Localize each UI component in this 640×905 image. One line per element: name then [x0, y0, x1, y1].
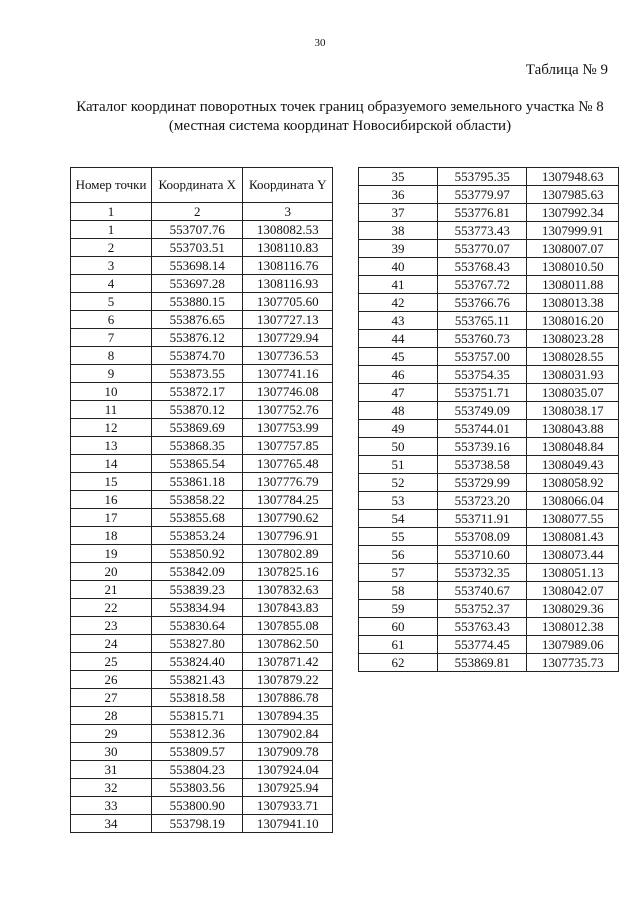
coordinate-x-cell: 553803.56	[152, 779, 243, 797]
coordinate-y-cell: 1307757.85	[243, 437, 333, 455]
table-row	[71, 779, 333, 797]
point-number-cell: 43	[359, 312, 438, 330]
table-row	[71, 797, 333, 815]
coordinate-x-cell: 553850.92	[152, 545, 243, 563]
coordinate-y-cell: 1307989.06	[527, 636, 619, 654]
coordinate-x-cell: 553868.35	[152, 437, 243, 455]
point-number-cell: 13	[71, 437, 152, 455]
table-row	[71, 257, 333, 275]
point-number-cell: 2	[71, 239, 152, 257]
point-number-cell: 57	[359, 564, 438, 582]
coordinate-x-cell: 553740.67	[437, 582, 526, 600]
table-row	[359, 276, 619, 294]
coordinate-y-cell: 1307825.16	[243, 563, 333, 581]
point-number-cell: 45	[359, 348, 438, 366]
column-index-row	[71, 203, 333, 221]
coordinate-y-cell: 1308028.55	[527, 348, 619, 366]
table-row	[71, 635, 333, 653]
point-number-cell: 21	[71, 581, 152, 599]
coordinate-y-cell: 1308048.84	[527, 438, 619, 456]
coordinate-y-cell: 1307790.62	[243, 509, 333, 527]
coordinate-y-cell: 1308081.43	[527, 528, 619, 546]
point-number-cell: 55	[359, 528, 438, 546]
point-number-cell: 5	[71, 293, 152, 311]
table-row	[359, 456, 619, 474]
point-number-cell: 6	[71, 311, 152, 329]
table-row	[71, 815, 333, 833]
coordinate-y-cell: 1308116.76	[243, 257, 333, 275]
point-number-cell: 11	[71, 401, 152, 419]
coordinate-x-cell: 553858.22	[152, 491, 243, 509]
coordinate-x-cell: 553710.60	[437, 546, 526, 564]
coordinate-y-cell: 1308031.93	[527, 366, 619, 384]
coordinate-x-cell: 553861.18	[152, 473, 243, 491]
coordinate-y-cell: 1307992.34	[527, 204, 619, 222]
coordinate-y-cell: 1307871.42	[243, 653, 333, 671]
point-number-cell: 52	[359, 474, 438, 492]
coordinate-x-cell: 553839.23	[152, 581, 243, 599]
coordinate-x-cell: 553869.81	[437, 654, 526, 672]
coordinate-x-cell: 553869.69	[152, 419, 243, 437]
coordinate-y-cell: 1307746.08	[243, 383, 333, 401]
coordinate-x-cell: 553729.99	[437, 474, 526, 492]
coordinate-x-cell: 553824.40	[152, 653, 243, 671]
coordinate-x-cell: 553815.71	[152, 707, 243, 725]
column-index-cell: 3	[243, 203, 333, 221]
coordinate-y-cell: 1307948.63	[527, 168, 619, 186]
coordinate-x-cell: 553774.45	[437, 636, 526, 654]
table-row	[359, 510, 619, 528]
coordinate-x-cell: 553703.51	[152, 239, 243, 257]
point-number-cell: 34	[71, 815, 152, 833]
coordinate-x-cell: 553773.43	[437, 222, 526, 240]
coordinate-y-cell: 1307727.13	[243, 311, 333, 329]
coordinate-x-cell: 553763.43	[437, 618, 526, 636]
table-row	[71, 509, 333, 527]
point-number-cell: 40	[359, 258, 438, 276]
table-row	[359, 474, 619, 492]
point-number-cell: 10	[71, 383, 152, 401]
coordinate-x-cell: 553842.09	[152, 563, 243, 581]
point-number-cell: 54	[359, 510, 438, 528]
coordinate-x-cell: 553698.14	[152, 257, 243, 275]
coordinate-y-cell: 1307784.25	[243, 491, 333, 509]
coordinate-y-cell: 1307729.94	[243, 329, 333, 347]
coordinate-x-cell: 553865.54	[152, 455, 243, 473]
point-number-cell: 48	[359, 402, 438, 420]
coordinate-x-cell: 553770.07	[437, 240, 526, 258]
coordinate-y-cell: 1307909.78	[243, 743, 333, 761]
point-number-cell: 31	[71, 761, 152, 779]
coordinate-x-cell: 553834.94	[152, 599, 243, 617]
point-number-cell: 38	[359, 222, 438, 240]
point-number-cell: 47	[359, 384, 438, 402]
point-number-cell: 56	[359, 546, 438, 564]
table-row	[71, 437, 333, 455]
coordinate-x-cell: 553872.17	[152, 383, 243, 401]
coordinate-y-cell: 1307765.48	[243, 455, 333, 473]
table-row	[359, 330, 619, 348]
table-row	[71, 671, 333, 689]
coordinate-y-cell: 1307736.53	[243, 347, 333, 365]
coordinate-x-cell: 553766.76	[437, 294, 526, 312]
coordinate-x-cell: 553804.23	[152, 761, 243, 779]
table-row	[71, 311, 333, 329]
table-row	[359, 294, 619, 312]
coordinate-x-cell: 553812.36	[152, 725, 243, 743]
title-line-2: (местная система координат Новосибирской области)	[168, 118, 512, 134]
point-number-cell: 23	[71, 617, 152, 635]
coordinate-x-cell: 553768.43	[437, 258, 526, 276]
title-line-1: Каталог координат поворотных точек границ образуемого земельного участка № 8	[76, 99, 604, 115]
point-number-cell: 30	[71, 743, 152, 761]
point-number-cell: 14	[71, 455, 152, 473]
table-row	[71, 221, 333, 239]
point-number-cell: 53	[359, 492, 438, 510]
table-row	[71, 239, 333, 257]
coordinate-y-cell: 1308077.55	[527, 510, 619, 528]
table-row	[71, 419, 333, 437]
coordinate-y-cell: 1307886.78	[243, 689, 333, 707]
point-number-cell: 4	[71, 275, 152, 293]
coordinate-x-cell: 553818.58	[152, 689, 243, 707]
table-row	[71, 761, 333, 779]
table-row	[359, 618, 619, 636]
header-coordinate-y: Координата Y	[243, 168, 333, 203]
coordinate-x-cell: 553711.91	[437, 510, 526, 528]
coordinate-x-cell: 553800.90	[152, 797, 243, 815]
coordinate-x-cell: 553779.97	[437, 186, 526, 204]
table-row	[71, 401, 333, 419]
coordinate-y-cell: 1307879.22	[243, 671, 333, 689]
table-row	[71, 365, 333, 383]
point-number-cell: 18	[71, 527, 152, 545]
coordinate-y-cell: 1308049.43	[527, 456, 619, 474]
coordinate-y-cell: 1307735.73	[527, 654, 619, 672]
coordinate-x-cell: 553738.58	[437, 456, 526, 474]
coordinate-x-cell: 553765.11	[437, 312, 526, 330]
table-row	[359, 438, 619, 456]
coordinate-y-cell: 1308035.07	[527, 384, 619, 402]
table-row	[71, 275, 333, 293]
coordinate-y-cell: 1308023.28	[527, 330, 619, 348]
coordinate-y-cell: 1308012.38	[527, 618, 619, 636]
coordinate-y-cell: 1308058.92	[527, 474, 619, 492]
table-row	[359, 600, 619, 618]
coordinate-y-cell: 1307924.04	[243, 761, 333, 779]
coordinate-y-cell: 1307933.71	[243, 797, 333, 815]
table-row	[359, 312, 619, 330]
coordinate-y-cell: 1308110.83	[243, 239, 333, 257]
point-number-cell: 27	[71, 689, 152, 707]
coordinate-y-cell: 1308043.88	[527, 420, 619, 438]
point-number-cell: 22	[71, 599, 152, 617]
coordinate-x-cell: 553855.68	[152, 509, 243, 527]
coordinate-x-cell: 553767.72	[437, 276, 526, 294]
column-index-cell: 2	[152, 203, 243, 221]
table-row	[71, 527, 333, 545]
coordinate-x-cell: 553708.09	[437, 528, 526, 546]
coordinate-y-cell: 1307752.76	[243, 401, 333, 419]
coordinate-x-cell: 553776.81	[437, 204, 526, 222]
table-row	[359, 168, 619, 186]
coordinate-x-cell: 553754.35	[437, 366, 526, 384]
table-row	[71, 689, 333, 707]
coordinate-x-cell: 553732.35	[437, 564, 526, 582]
coordinate-y-cell: 1307741.16	[243, 365, 333, 383]
point-number-cell: 20	[71, 563, 152, 581]
table-row	[359, 384, 619, 402]
table-row	[71, 329, 333, 347]
coordinate-y-cell: 1307902.84	[243, 725, 333, 743]
coordinate-x-cell: 553873.55	[152, 365, 243, 383]
point-number-cell: 50	[359, 438, 438, 456]
table-row	[71, 293, 333, 311]
coordinate-x-cell: 553751.71	[437, 384, 526, 402]
point-number-cell: 29	[71, 725, 152, 743]
coordinate-y-cell: 1308073.44	[527, 546, 619, 564]
table-row	[359, 258, 619, 276]
coordinate-x-cell: 553760.73	[437, 330, 526, 348]
table-row	[71, 707, 333, 725]
table-row	[359, 492, 619, 510]
coordinate-y-cell: 1307753.99	[243, 419, 333, 437]
coordinate-y-cell: 1307802.89	[243, 545, 333, 563]
point-number-cell: 33	[71, 797, 152, 815]
point-number-cell: 36	[359, 186, 438, 204]
coordinate-x-cell: 553874.70	[152, 347, 243, 365]
point-number-cell: 16	[71, 491, 152, 509]
point-number-cell: 26	[71, 671, 152, 689]
coordinate-y-cell: 1307999.91	[527, 222, 619, 240]
table-row	[71, 473, 333, 491]
point-number-cell: 8	[71, 347, 152, 365]
point-number-cell: 62	[359, 654, 438, 672]
point-number-cell: 49	[359, 420, 438, 438]
coordinate-y-cell: 1308029.36	[527, 600, 619, 618]
header-row	[71, 168, 333, 203]
point-number-cell: 17	[71, 509, 152, 527]
table-row	[359, 636, 619, 654]
table-row	[359, 546, 619, 564]
point-number-cell: 19	[71, 545, 152, 563]
coordinate-x-cell: 553723.20	[437, 492, 526, 510]
coordinate-y-cell: 1308051.13	[527, 564, 619, 582]
coordinate-x-cell: 553821.43	[152, 671, 243, 689]
coordinate-y-cell: 1307705.60	[243, 293, 333, 311]
point-number-cell: 15	[71, 473, 152, 491]
coordinate-x-cell: 553739.16	[437, 438, 526, 456]
point-number-cell: 59	[359, 600, 438, 618]
table-row	[71, 563, 333, 581]
point-number-cell: 3	[71, 257, 152, 275]
coordinate-y-cell: 1307941.10	[243, 815, 333, 833]
point-number-cell: 24	[71, 635, 152, 653]
table-row	[359, 186, 619, 204]
point-number-cell: 41	[359, 276, 438, 294]
coordinate-x-cell: 553827.80	[152, 635, 243, 653]
coordinate-y-cell: 1308007.07	[527, 240, 619, 258]
coordinate-y-cell: 1307776.79	[243, 473, 333, 491]
coordinate-y-cell: 1308042.07	[527, 582, 619, 600]
point-number-cell: 42	[359, 294, 438, 312]
table-row	[71, 545, 333, 563]
point-number-cell: 37	[359, 204, 438, 222]
table-row	[71, 617, 333, 635]
right-table-body	[359, 168, 619, 672]
document-title	[0, 98, 640, 136]
coordinate-x-cell: 553876.12	[152, 329, 243, 347]
coordinates-table-left	[70, 167, 333, 833]
coordinate-x-cell: 553876.65	[152, 311, 243, 329]
header-coordinate-x: Координата X	[152, 168, 243, 203]
coordinate-x-cell: 553757.00	[437, 348, 526, 366]
coordinate-y-cell: 1308066.04	[527, 492, 619, 510]
point-number-cell: 25	[71, 653, 152, 671]
table-row	[71, 743, 333, 761]
table-row	[359, 528, 619, 546]
coordinate-y-cell: 1307925.94	[243, 779, 333, 797]
table-label: Таблица № 9	[525, 62, 608, 78]
table-row	[359, 654, 619, 672]
point-number-cell: 39	[359, 240, 438, 258]
coordinate-y-cell: 1308010.50	[527, 258, 619, 276]
coordinate-x-cell: 553830.64	[152, 617, 243, 635]
coordinate-x-cell: 553809.57	[152, 743, 243, 761]
coordinate-y-cell: 1307894.35	[243, 707, 333, 725]
coordinate-x-cell: 553749.09	[437, 402, 526, 420]
table-row	[71, 653, 333, 671]
coordinate-y-cell: 1307796.91	[243, 527, 333, 545]
table-row	[359, 222, 619, 240]
table-row	[71, 491, 333, 509]
point-number-cell: 51	[359, 456, 438, 474]
table-row	[71, 383, 333, 401]
coordinate-x-cell: 553870.12	[152, 401, 243, 419]
point-number-cell: 44	[359, 330, 438, 348]
coordinate-y-cell: 1307985.63	[527, 186, 619, 204]
coordinate-x-cell: 553795.35	[437, 168, 526, 186]
coordinate-y-cell: 1308011.88	[527, 276, 619, 294]
point-number-cell: 61	[359, 636, 438, 654]
coordinate-y-cell: 1308013.38	[527, 294, 619, 312]
table-row	[359, 204, 619, 222]
point-number-cell: 9	[71, 365, 152, 383]
coordinate-y-cell: 1308038.17	[527, 402, 619, 420]
coordinate-y-cell: 1308116.93	[243, 275, 333, 293]
point-number-cell: 60	[359, 618, 438, 636]
coordinate-x-cell: 553798.19	[152, 815, 243, 833]
coordinate-x-cell: 553880.15	[152, 293, 243, 311]
coordinate-y-cell: 1307855.08	[243, 617, 333, 635]
table-row	[71, 599, 333, 617]
table-row	[359, 348, 619, 366]
table-row	[359, 582, 619, 600]
table-row	[71, 455, 333, 473]
point-number-cell: 7	[71, 329, 152, 347]
table-row	[71, 347, 333, 365]
coordinate-x-cell: 553707.76	[152, 221, 243, 239]
left-table-body	[71, 221, 333, 833]
coordinate-y-cell: 1307843.83	[243, 599, 333, 617]
coordinate-y-cell: 1308082.53	[243, 221, 333, 239]
point-number-cell: 35	[359, 168, 438, 186]
coordinate-x-cell: 553752.37	[437, 600, 526, 618]
table-row	[359, 420, 619, 438]
coordinates-table-right	[358, 167, 619, 672]
coordinate-x-cell: 553744.01	[437, 420, 526, 438]
table-row	[359, 564, 619, 582]
coordinate-y-cell: 1308016.20	[527, 312, 619, 330]
point-number-cell: 46	[359, 366, 438, 384]
point-number-cell: 32	[71, 779, 152, 797]
header-point-number: Номер точки	[71, 168, 152, 203]
point-number-cell: 28	[71, 707, 152, 725]
point-number-cell: 58	[359, 582, 438, 600]
coordinate-x-cell: 553853.24	[152, 527, 243, 545]
column-index-cell: 1	[71, 203, 152, 221]
table-row	[359, 366, 619, 384]
point-number-cell: 1	[71, 221, 152, 239]
table-row	[71, 581, 333, 599]
table-row	[359, 240, 619, 258]
table-row	[359, 402, 619, 420]
page-number: 30	[314, 37, 326, 49]
coordinate-y-cell: 1307862.50	[243, 635, 333, 653]
coordinate-x-cell: 553697.28	[152, 275, 243, 293]
coordinate-y-cell: 1307832.63	[243, 581, 333, 599]
table-row	[71, 725, 333, 743]
point-number-cell: 12	[71, 419, 152, 437]
